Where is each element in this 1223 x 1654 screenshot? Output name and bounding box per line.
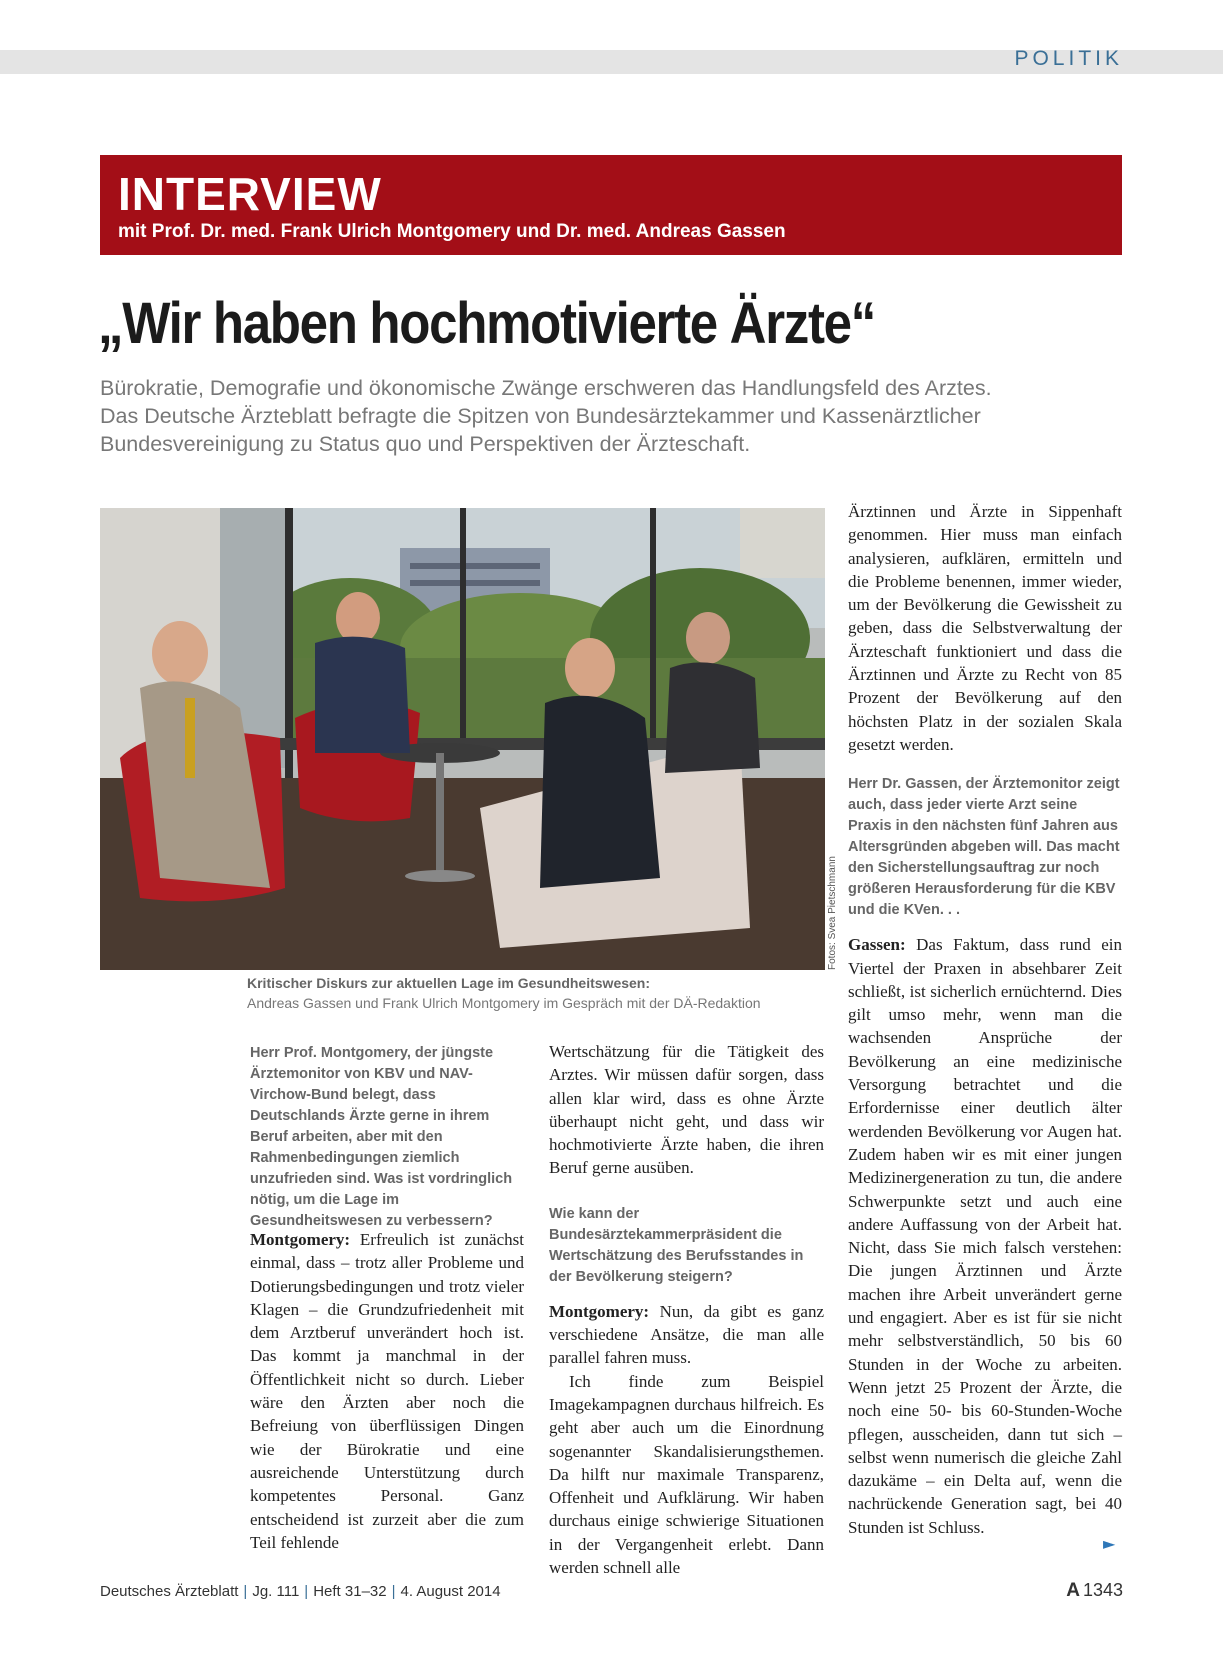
article-headline: „Wir haben hochmotivierte Ärzte“ [98,291,875,356]
question-montgomery-2: Wie kann der Bundesärztekammerpräsident die Wertschätzung des Berufsstandes in der Bevölkerung steigern? [549,1205,804,1285]
answer-paragraph [250,1228,524,1554]
issue: Heft 31–32 [313,1583,387,1600]
interview-banner [100,155,1122,255]
journal-name: Deutsches Ärzteblatt [100,1583,239,1600]
lead-line: Das Deutsche Ärzteblatt befragte die Spitzen von Bundesärztekammer und Kassenärztlicher [100,404,981,428]
answer-paragraph-2: Ich finde zum Beispiel Imagekampagnen durchaus hilfreich. Es geht aber auch um die Einordnung sogenannter Skandalisierungsthemen. Da hilft nur maximale Transparenz, Offenheit und Aufklärung. Wir haben durchaus einige schwierige Situationen in der Vergangenheit erlebt. Dann werden schnell alle [549,1371,824,1578]
volume: Jg. 111 [252,1583,300,1600]
speaker-name: Montgomery: [250,1230,351,1249]
photo-credit: Fotos: Svea Pietschmann [827,856,838,970]
issue-date: 4. August 2014 [400,1583,501,1600]
page-prefix: A [1066,1580,1080,1601]
question-montgomery-1: Herr Prof. Montgomery, der jüngste Ärztemonitor von KBV und NAV-Virchow-Bund belegt, dass Deutschlands Ärzte gerne in ihrem Beruf arbeiten, aber mit den Rahmenbedingungen ziemlich unzufrieden sind. Was ist vordringlich nötig, um die Lage im Gesundheitswesen zu verbessern? [250,1045,513,1229]
banner-title: INTERVIEW [118,168,382,220]
caption-text: Andreas Gassen und Frank Ulrich Montgomery im Gespräch mit der DÄ-Redaktion [247,995,761,1011]
article-lead [100,374,1100,458]
speaker-name: Montgomery: [549,1301,650,1321]
interview-photo [100,508,825,970]
text-column-1 [250,1228,524,1554]
speaker-name: Gassen: [848,935,906,955]
photo-illustration [100,508,825,970]
answer-text: Nun, da gibt es ganz verschiedene Ansätze, die man alle parallel fahren muss. [549,1301,824,1368]
caption-title: Kritischer Diskurs zur aktuellen Lage im Gesundheitswesen: [247,975,651,991]
answer-text: Erfreulich ist zunächst einmal, dass – trotz aller Probleme und Dotierungsbedingungen und trotz vieler Klagen – die Grundzufriedenheit mit dem Arztberuf unverändert hoch ist. Das kommt ja manchmal in der Öffentlichkeit nicht so durch. Lieber wäre den Ärzten aber noch die Befreiung von überflüssigen Dingen wie der Bürokratie und eine ausreichende Unterstützung durch kompetentes Personal. Ganz entscheidend ist zurzeit aber die zum Teil fehlende [250,1230,524,1552]
text-column-3 [848,500,1122,1539]
page-number [1066,1580,1123,1602]
lead-line: Bürokratie, Demografie und ökonomische Zwänge erschweren das Handlungsfeld des Arztes. [100,376,992,400]
section-label: POLITIK [1014,47,1123,70]
answer-text: Das Faktum, dass rund ein Viertel der Praxen in absehbarer Zeit schließt, ist sicherlich ernüchternd. Dies gilt umso mehr, wenn man die wachsenden Ansprüche der Bevölkerung an eine medizinische Versorgung betrachtet und die Erfordernisse einer deutlich älter werdenden Bevölkerung vor Augen hat. Zudem haben wir es mit einer jungen Medizinergeneration zu tun, die andere Schwerpunkte setzt und auch eine andere Auffassung von der Arbeit hat. Nicht, dass Sie mich falsch verstehen: Die jungen Ärztinnen und Ärzte machen ihre Arbeit unverändert gerne und engagiert. Aber es ist für sie nicht mehr selbstverständlich, 50 bis 60 Stunden in der Woche zu arbeiten. Wenn jetzt 25 Prozent der Ärzte, die noch eine 50- bis 60-Stunden-Woche pflegen, ausscheiden, dann tut sich – selbst wenn numerisch die gleiche Zahl dazukäme – ein Delta auf, wenn die nachrückende Generation sagt, bei 40 Stunden ist Schluss. [848,935,1122,1537]
continuation-text: Wertschätzung für die Tätigkeit des Arztes. Wir müssen dafür sorgen, dass allen klar wird, dass es ohne Ärzte überhaupt nicht geht, und dass wir hochmotivierte Ärzte haben, die ihren Beruf gerne ausüben. [549,1042,824,1178]
answer-paragraph [549,1300,824,1370]
text-column-2 [549,1040,824,1579]
continue-arrow-icon: ► [1103,1534,1116,1553]
page-footer: Deutsches Ärzteblatt | Jg. 111 | Heft 31–32 | 4. August 2014 [100,1583,501,1600]
question-gassen: Herr Dr. Gassen, der Ärztemonitor zeigt auch, dass jeder vierte Arzt seine Praxis in den nächsten fünf Jahren aus Altersgründen abgeben will. Das macht den Sicherstellungsauftrag zur noch größeren Herausforderung für die KBV und die KVen. . . [848,776,1120,919]
answer-paragraph [848,933,1122,1539]
page-value: 1343 [1082,1580,1123,1600]
continuation-text: Ärztinnen und Ärzte in Sippenhaft genommen. Hier muss man einfach analysieren, aufklären, ermitteln und die Probleme benennen, immer wieder, um der Bevölkerung die Gewissheit zu geben, dass die Selbstverwaltung der Ärzteschaft funktioniert und dass die Ärztinnen und Ärzte zu Recht von 85 Prozent der Bevölkerung auf den höchsten Platz in der sozialen Skala gesetzt werden. [848,502,1122,754]
lead-line: Bundesvereinigung zu Status quo und Perspektiven der Ärzteschaft. [100,432,751,456]
banner-subtitle: mit Prof. Dr. med. Frank Ulrich Montgomery und Dr. med. Andreas Gassen [118,221,786,242]
